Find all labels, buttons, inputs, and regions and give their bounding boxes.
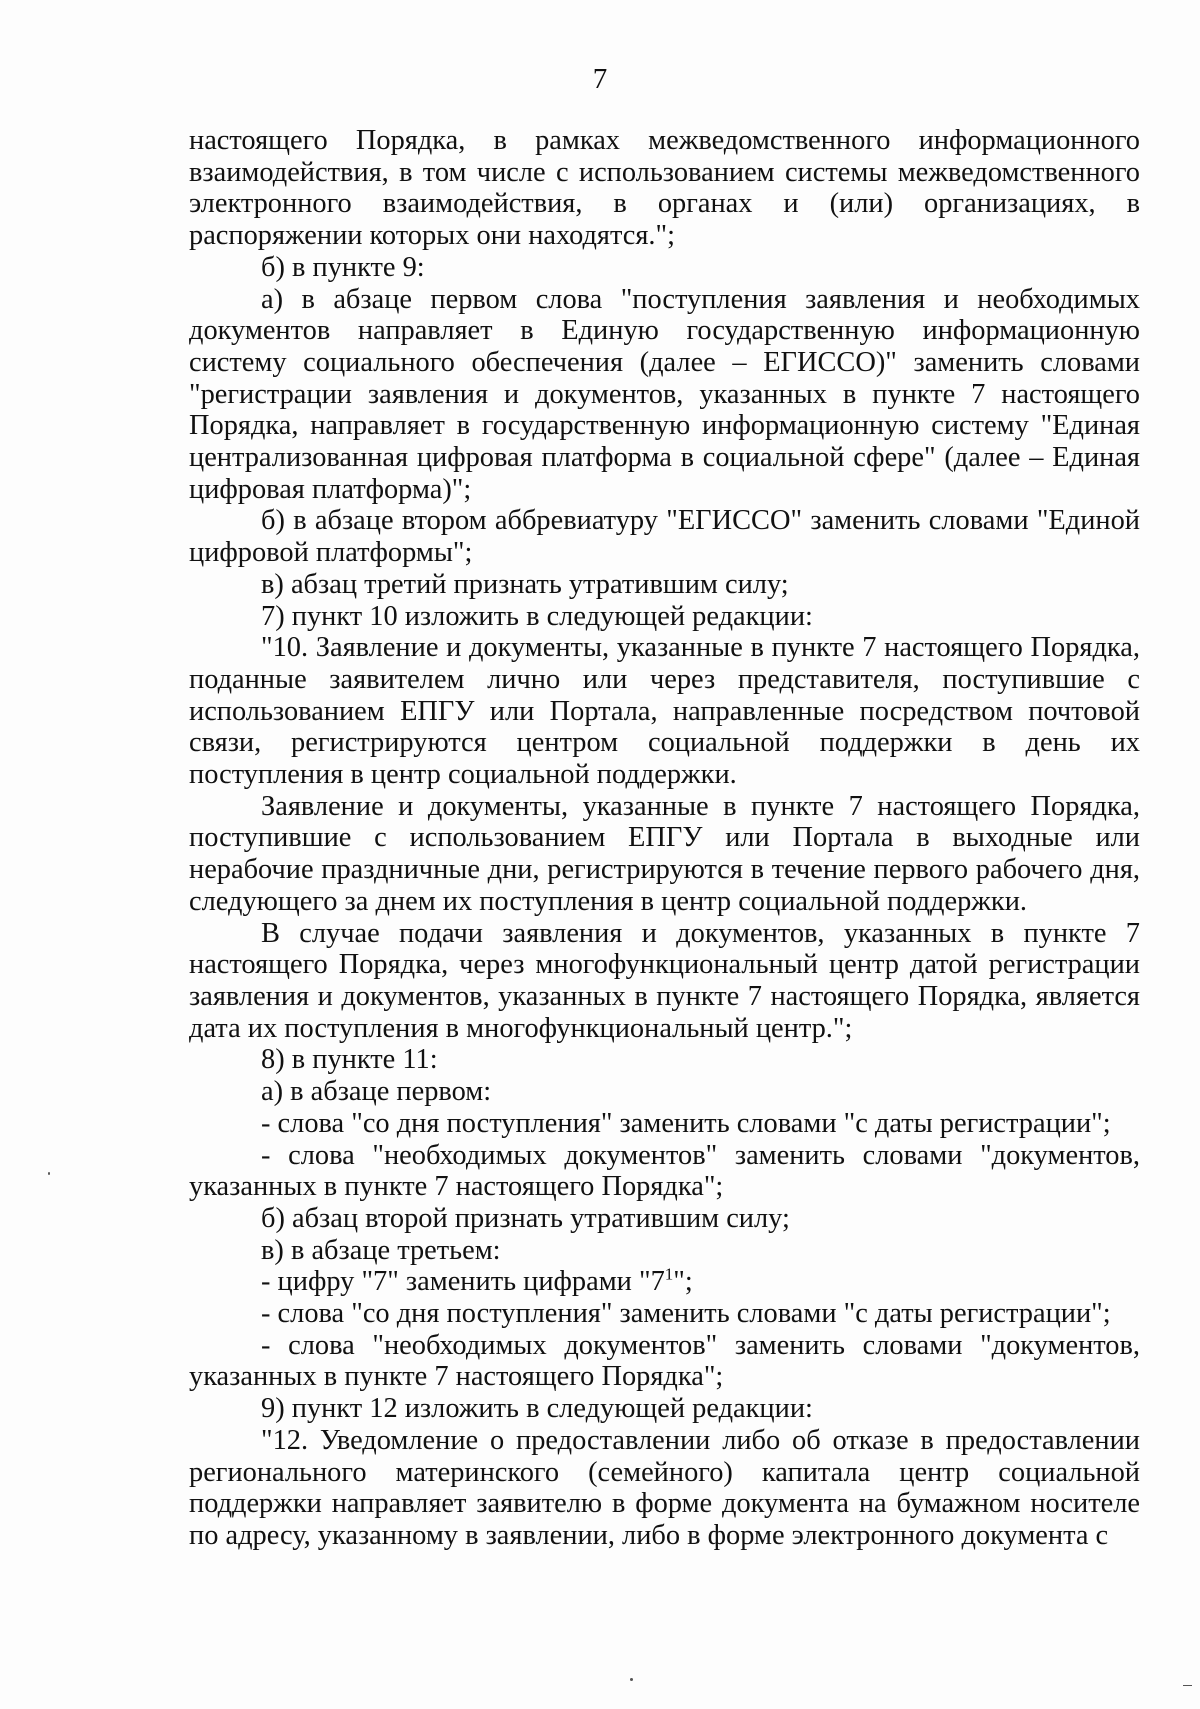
paragraph-item-v-third-abzac: в) абзац третий признать утратившим силу; xyxy=(261,568,789,600)
scan-speck xyxy=(1183,1685,1192,1686)
paragraph-dash-words-2: - слова "необходимых документов" заменить словами "документов, указанных в пункте 7 настоящего Порядка"; xyxy=(189,1139,1140,1203)
paragraph-dash-digit xyxy=(189,1266,1140,1298)
paragraph-item-a-first-abzac-11: а) в абзаце первом: xyxy=(261,1076,492,1108)
paragraph-dash-words-4: - слова "необходимых документов" заменить словами "документов, указанных в пункте 7 настоящего Порядка"; xyxy=(189,1329,1140,1393)
paragraph-item-b-second-abzac: б) в абзаце втором аббревиатуру "ЕГИССО" заменить словами "Единой цифровой платформы"; xyxy=(189,505,1140,569)
paragraph-point-10-part-3: В случае подачи заявления и документов, указанных в пункте 7 настоящего Порядка, через многофункциональный центр датой регистрации заявления и документов, указанных в пункте 7 настоящего Порядка, является дата их поступления в многофункциональный центр."; xyxy=(189,917,1140,1044)
scan-speck xyxy=(630,1678,633,1681)
digit-item-superscript: 1 xyxy=(664,1264,674,1284)
paragraph-dash-words-3: - слова "со дня поступления" заменить словами "с даты регистрации"; xyxy=(261,1298,1111,1330)
paragraph-point-12: "12. Уведомление о предоставлении либо об отказе в предоставлении регионального материнского (семейного) капитала центр социальной поддержки направляет заявителю в форме документа на бумажном носителе по адресу, указанному в заявлении, либо в форме электронного документа с xyxy=(189,1424,1140,1551)
digit-item-end: "; xyxy=(673,1266,693,1298)
paragraph-dash-words-1: - слова "со дня поступления" заменить словами "с даты регистрации"; xyxy=(261,1107,1111,1139)
paragraph-item-9: 9) пункт 12 изложить в следующей редакции: xyxy=(261,1393,813,1425)
paragraph-item-a-first-abzac: а) в абзаце первом слова "поступления заявления и необходимых документов направляет в Единую государственную информационную систему социального обеспечения (далее – ЕГИССО)" заменить словами "регистрации заявления и документов, указанных в пункте 7 настоящего Порядка, направляет в государственную информационную систему "Единая централизованная цифровая платформа в социальной сфере" (далее – Единая цифровая платформа)"; xyxy=(189,283,1140,505)
paragraph-item-7: 7) пункт 10 изложить в следующей редакции: xyxy=(261,600,813,632)
scan-speck xyxy=(48,1172,50,1175)
paragraph-item-v-third-abzac-11: в) в абзаце третьем: xyxy=(261,1234,501,1266)
paragraph-item-b-second-abzac-11: б) абзац второй признать утратившим силу; xyxy=(261,1202,790,1234)
paragraph-continuation: настоящего Порядка, в рамках межведомственного информационного взаимодействия, в том числе с использованием системы межведомственного электронного взаимодействия, в органах и (или) организациях, в распоряжении которых они находятся."; xyxy=(189,125,1140,252)
paragraph-item-b-point-9: б) в пункте 9: xyxy=(261,251,425,283)
paragraph-point-10: "10. Заявление и документы, указанные в пункте 7 настоящего Порядка, поданные заявителем лично или через представителя, поступившие с использованием ЕПГУ или Портала, направленные посредством почтовой связи, регистрируются центром социальной поддержки в день их поступления в центр социальной поддержки. xyxy=(189,632,1140,791)
document-body xyxy=(189,125,1140,1552)
paragraph-point-10-part-2: Заявление и документы, указанные в пункте 7 настоящего Порядка, поступившие с использованием ЕПГУ или Портала в выходные или нерабочие праздничные дни, регистрируются в течение первого рабочего дня, следующего за днем их поступления в центр социальной поддержки. xyxy=(189,790,1140,917)
paragraph-item-8: 8) в пункте 11: xyxy=(261,1044,438,1076)
digit-item-text: - цифру "7" заменить цифрами "7 xyxy=(261,1266,665,1298)
page-number: 7 xyxy=(592,63,608,95)
